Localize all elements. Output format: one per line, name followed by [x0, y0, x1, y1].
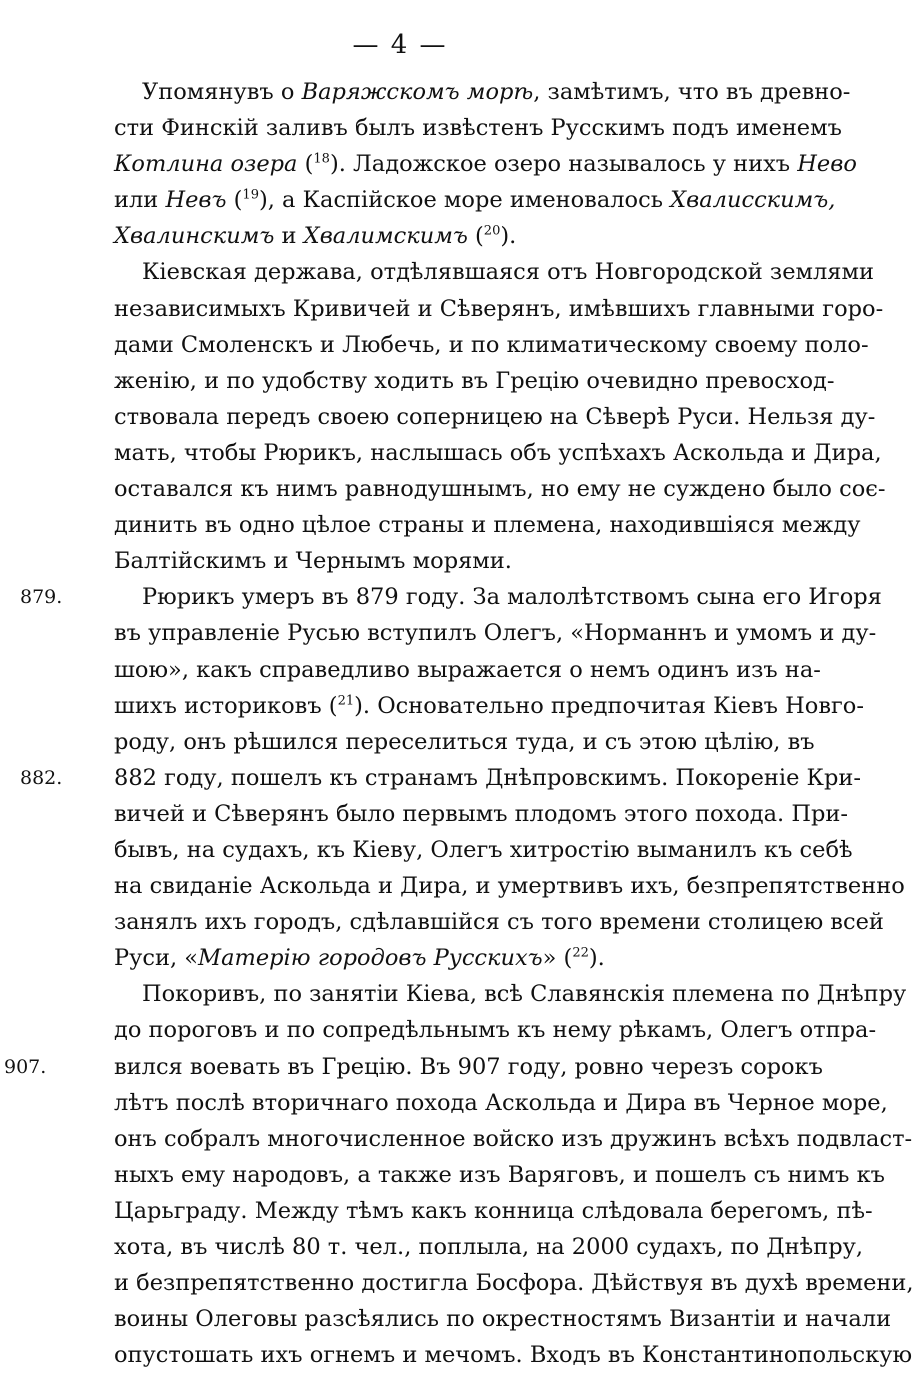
- text-run: и: [274, 223, 304, 250]
- text-run: оставался къ нимъ равнодушнымъ, но ему не суждено было соє-: [114, 476, 886, 503]
- text-line: [20, 579, 882, 615]
- text-run: ), а Каспійское море именовалось: [258, 187, 671, 214]
- text-run: ).: [588, 945, 605, 972]
- text-run: и безпрепятственно достигла Босфора. Дѣйствуя въ духѣ времени,: [114, 1270, 914, 1297]
- text-run: независимыхъ Кривичей и Сѣверянъ, имѣвшихъ главными горо-: [114, 295, 884, 322]
- italic-term: Хвалисскимъ,: [670, 187, 836, 214]
- text-run: Балтійскимъ и Чернымъ морями.: [114, 548, 512, 575]
- footnote-ref: 19: [242, 187, 259, 203]
- text-line: [114, 615, 877, 651]
- text-run: шою», какъ справедливо выражается о немъ одинъ изъ на-: [114, 656, 821, 683]
- text-run: ). Ладожское озеро называлось у нихъ: [329, 151, 798, 178]
- text-line: [114, 1229, 863, 1265]
- text-line: [114, 291, 884, 327]
- text-run: дами Смоленскъ и Любечь, и по климатическому своему поло-: [114, 331, 869, 358]
- italic-term: Невъ: [165, 187, 227, 214]
- text-line: [114, 327, 869, 363]
- text-run: Кіевская держава, отдѣлявшаяся отъ Новгородской землями: [142, 259, 874, 286]
- text-line: [114, 1301, 892, 1337]
- italic-term: Хвалимскимъ: [303, 223, 468, 250]
- text-run: или: [114, 187, 166, 214]
- text-run: вичей и Сѣверянъ было первымъ плодомъ этого похода. При-: [114, 800, 848, 827]
- text-line: [20, 760, 861, 796]
- text-line: [114, 363, 835, 399]
- text-line: [114, 976, 907, 1012]
- text-line: [114, 1157, 885, 1193]
- footnote-ref: 20: [483, 223, 501, 239]
- text-run: женію, и по удобству ходить въ Грецію очевидно превосход-: [114, 367, 835, 394]
- text-line: [114, 399, 876, 435]
- text-run: до пороговъ и по сопредѣльнымъ къ нему рѣкамъ, Олегъ отпра-: [114, 1017, 877, 1044]
- text-run: шихъ историковъ (: [114, 692, 338, 719]
- italic-term: Котлина озера: [114, 151, 298, 178]
- text-run: на свиданіе Аскольда и Дира, и умертвивъ ихъ, безпрепятственно: [114, 873, 905, 900]
- text-line: [114, 435, 882, 471]
- text-run: мать, чтобы Рюрикъ, наслышась объ успѣхахъ Аскольда и Дира,: [114, 439, 882, 466]
- text-run: бывъ, на судахъ, къ Кіеву, Олегъ хитростію выманилъ къ себѣ: [114, 836, 853, 863]
- text-run: онъ собралъ многочисленное войско изъ дружинъ всѣхъ подвласт-: [114, 1125, 913, 1152]
- footnote-ref: 21: [337, 693, 355, 709]
- text-line: [114, 218, 778, 254]
- text-run: ныхъ ему народовъ, а также изъ Варяговъ, и пошелъ съ нимъ къ: [114, 1161, 885, 1188]
- text-line: [114, 796, 848, 832]
- text-run: хота, въ числѣ 80 т. чел., поплыла, на 2000 судахъ, по Днѣпру,: [114, 1234, 863, 1260]
- text-line: [4, 1049, 823, 1085]
- italic-term: Хвалинскимъ: [114, 223, 275, 250]
- text-line: [114, 471, 886, 507]
- text-run: въ управленіе Русью вступилъ Олегъ, «Норманнъ и умомъ и ду-: [114, 620, 877, 647]
- text-line: [114, 1265, 914, 1301]
- text-line: [114, 1193, 873, 1229]
- text-run: Рюрикъ умеръ въ 879 году. За малолѣтствомъ сына его Игоря: [142, 584, 882, 611]
- footnote-ref: 18: [313, 151, 330, 167]
- text-line: [114, 1085, 888, 1121]
- footnote-ref: 22: [572, 945, 589, 961]
- text-run: » (: [542, 945, 573, 972]
- text-line: [114, 507, 861, 543]
- text-run: Царьграду. Между тѣмъ какъ конница слѣдовала берегомъ, пѣ-: [114, 1197, 873, 1224]
- text-run: Руси, «: [114, 945, 199, 972]
- text-line: [114, 688, 864, 724]
- text-line: [114, 832, 853, 868]
- text-run: опустошать ихъ огнемъ и мечомъ. Входъ въ Константинопольскую: [114, 1342, 913, 1369]
- text-line: [114, 254, 874, 290]
- text-run: роду, онъ рѣшился переселиться туда, и съ этою цѣлію, въ: [114, 728, 815, 755]
- text-run: ).: [500, 223, 517, 250]
- margin-year-note: 907.: [4, 1055, 47, 1078]
- italic-term: Нево: [797, 151, 857, 178]
- margin-year-note: 882.: [20, 766, 63, 789]
- text-run: (: [297, 151, 314, 178]
- text-line: [114, 904, 884, 940]
- page-number: — 4 —: [352, 30, 448, 60]
- text-run: лѣтъ послѣ вторичнаго похода Аскольда и Дира въ Черное море,: [114, 1089, 888, 1116]
- italic-term: Варяжскомъ морѣ: [301, 79, 534, 105]
- text-line: [114, 74, 851, 110]
- italic-term: Матерію городовъ Русскихъ: [198, 945, 543, 972]
- text-line: [114, 724, 815, 760]
- text-run: (: [467, 223, 484, 250]
- text-run: Упомянувъ о: [142, 79, 302, 105]
- text-run: вился воевать въ Грецію. Въ 907 году, ровно черезъ сорокъ: [114, 1053, 823, 1080]
- text-run: 882 году, пошелъ къ странамъ Днѣпровскимъ. Покореніе Кри-: [114, 764, 861, 791]
- text-run: сти Финскій заливъ былъ извѣстенъ Русскимъ подъ именемъ: [114, 115, 842, 142]
- text-line: [114, 868, 905, 904]
- text-line: [114, 146, 857, 182]
- text-run: Покоривъ, по занятіи Кіева, всѣ Славянскія племена по Днѣпру: [142, 981, 907, 1008]
- text-run: (: [226, 187, 243, 214]
- text-line: [114, 110, 842, 146]
- text-run: занялъ ихъ городъ, сдѣлавшійся съ того времени столицею всей: [114, 909, 884, 936]
- text-line: [114, 1121, 913, 1157]
- margin-year-note: 879.: [20, 586, 63, 609]
- text-run: ). Основательно предпочитая Кіевъ Новго-: [354, 692, 864, 719]
- text-run: ствовала передъ своею соперницею на Сѣверѣ Руси. Нельзя ду-: [114, 403, 876, 430]
- text-run: , замѣтимъ, что въ древно-: [533, 79, 851, 105]
- text-line: [114, 1012, 877, 1048]
- text-line: [114, 940, 778, 976]
- text-run: воины Олеговы разсѣялись по окрестностямъ Византіи и начали: [114, 1306, 892, 1333]
- text-line: [114, 182, 836, 218]
- body-text: [4, 74, 914, 1373]
- text-run: динить въ одно цѣлое страны и племена, находившіяся между: [114, 512, 861, 539]
- text-line: [114, 1337, 913, 1373]
- text-line: [114, 543, 778, 579]
- text-line: [114, 652, 821, 688]
